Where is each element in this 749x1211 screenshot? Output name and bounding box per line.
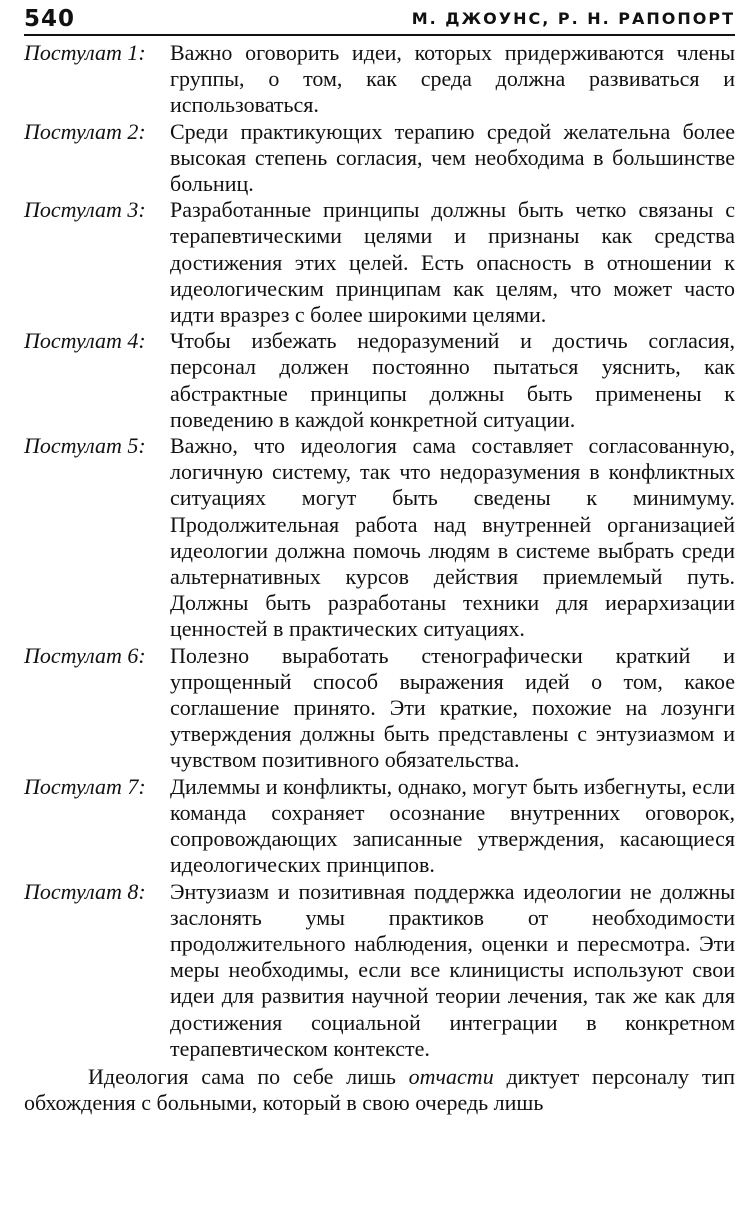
postulate-7 (24, 774, 735, 879)
postulate-text: Среди практикующих терапию средой желательна более высокая степень согласия, чем необходима в большинстве больниц. (170, 118, 735, 197)
closing-emphasis: отчасти (408, 1063, 494, 1089)
postulate-text: Дилеммы и конфликты, однако, могут быть избегнуты, если команда сохраняет осознание внутренних оговорок, сопровождающих записанные утверждения, касающиеся идеологических принципов. (170, 773, 735, 878)
postulate-label: Постулат 5: (24, 433, 146, 459)
postulate-label: Постулат 4: (24, 328, 146, 354)
postulate-text: Разработанные принципы должны быть четко связаны с терапевтическими целями и признаны как средства достижения этих целей. Есть опасность в отношении к идеологическим принципам как целям, что может часто идти вразрез с более широкими целями. (170, 197, 735, 328)
postulate-2 (24, 119, 735, 198)
postulate-label: Постулат 2: (24, 118, 146, 144)
postulate-label: Постулат 1: (24, 40, 146, 65)
postulate-text: Важно оговорить идеи, которых придерживаются члены группы, о том, как среда должна развиваться и использоваться. (170, 40, 735, 118)
postulate-label: Постулат 7: (24, 773, 146, 799)
postulate-label: Постулат 8: (24, 878, 146, 904)
page-header (24, 0, 735, 36)
postulate-text: Важно, что идеология сама составляет согласованную, логичную систему, так что недоразумения в конфликтных ситуациях могут быть сведены к минимуму. Продолжительная работа над внутренней организацией идеологии должна помочь людям в системе выбрать среди альтернативных курсов действия приемлемый путь. Должны быть разработаны техники для иерархизации ценностей в практических ситуациях. (170, 433, 735, 642)
postulate-5 (24, 433, 735, 643)
postulate-1 (24, 40, 735, 119)
closing-paragraph (24, 1064, 735, 1116)
running-title: М. ДЖОУНС, Р. Н. РАПОПОРТ (411, 9, 735, 28)
postulate-3 (24, 197, 735, 328)
postulate-8 (24, 879, 735, 1062)
closing-text-start: Идеология сама по себе лишь (88, 1063, 409, 1089)
postulate-label: Постулат 3: (24, 197, 146, 223)
closing-text-end: диктует персоналу тип обхождения с больными, который в свою очередь лишь (24, 1063, 735, 1116)
postulate-text: Энтузиазм и позитивная поддержка идеологии не должны заслонять умы практиков от необходимости продолжительного наблюдения, оценки и пересмотра. Эти меры необходимы, если все клиницисты используют свои идеи для развития научной теории лечения, так же как для достижения социальной интеграции в конкретном терапевтическом контексте. (170, 878, 735, 1061)
postulate-4 (24, 328, 735, 433)
postulate-6 (24, 643, 735, 774)
postulate-label: Постулат 6: (24, 642, 146, 668)
postulate-text: Чтобы избежать недоразумений и достичь согласия, персонал должен постоянно пытаться уяснить, как абстрактные принципы должны быть применены к поведению в каждой конкретной ситуации. (170, 328, 735, 432)
page-number: 540 (24, 6, 76, 32)
postulate-text: Полезно выработать стенографически краткий и упрощенный способ выражения идей о том, какое соглашение принято. Эти краткие, похожие на лозунги утверждения должны быть представлены с энтузиазмом и чувством позитивного обязательства. (170, 642, 735, 773)
page-body (24, 40, 735, 1138)
